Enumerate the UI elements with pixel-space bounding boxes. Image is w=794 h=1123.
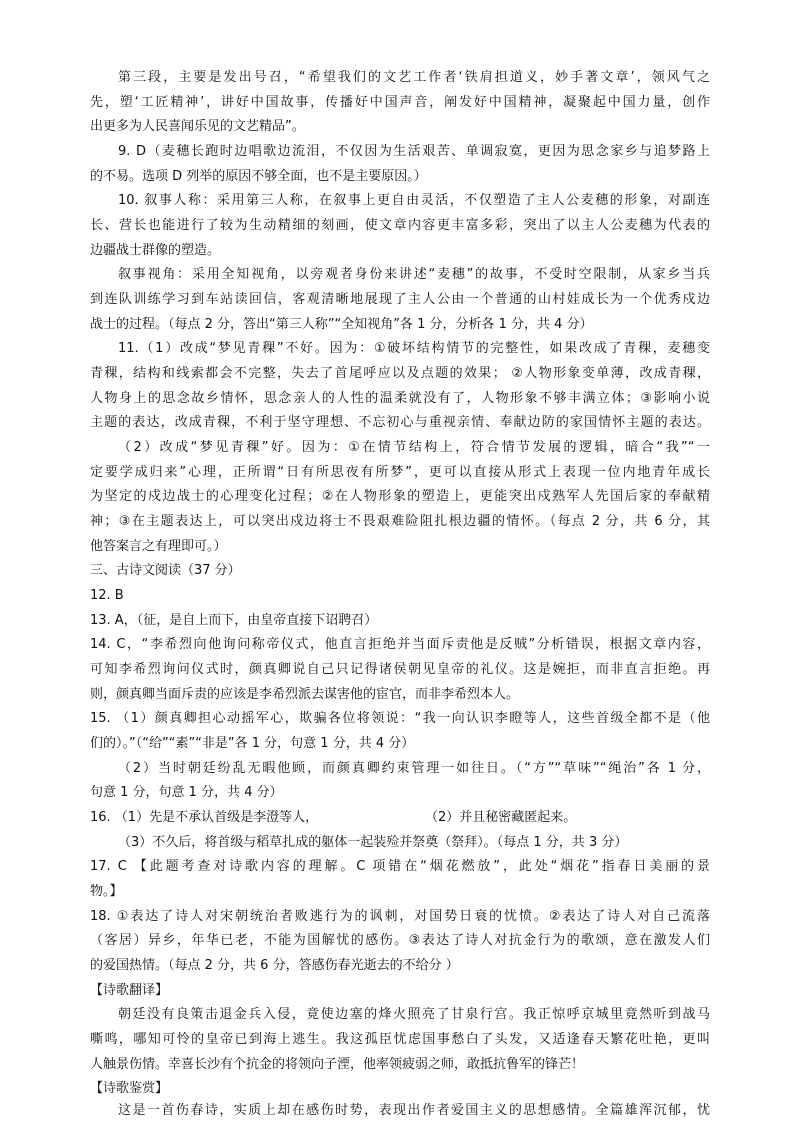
text-line: 他答案言之有理即可。） [90, 539, 227, 554]
text-line: 则，颜真卿当面斥责的应该是李希烈派去谋害他的宦官，而非李希烈本人。 [90, 687, 520, 702]
text-line: （客居）异乡，年华已老，不能为国解忧的感伤。③表达了诗人对抗金行为的歌颂，意在激发人们 [90, 933, 710, 948]
text-line: （3）不久后，将首级与稻草扎成的躯体一起装殓并祭奠（祭拜）。（每点 1 分，共 3 分） [118, 835, 628, 850]
text-line: 们的）。”（“给”“素”“非是”各 1 分，句意 1 分，共 4 分） [90, 736, 415, 751]
text-line: 物。】 [90, 884, 123, 899]
text-line: 的不易。选项 D 列举的原因不够全面，也不是主要原因。） [90, 169, 427, 184]
text-line: 为坚定的戍边战士的心理变化过程；②在人物形象的塑造上，更能突出戍熟军人先国后家的奉献精 [90, 489, 710, 504]
text-line: 可知李希烈询问仪式时，颜真卿说自己只记得诸侯朝见皇帝的礼仪。这是婉拒，而非直言拒绝。再 [90, 662, 710, 677]
text-line: 人触景伤情。幸喜长沙有个抗金的将领向子湮，他率领疲弱之师，敢抵抗鲁军的锋芒！ [90, 1057, 585, 1072]
text-line: （2）并且秘密藏匿起来。 [425, 810, 577, 825]
text-line: 嘶鸣，哪知可怜的皇帝已到海上逃生。我这孤臣忧虑国事愁白了头发，又适逢春天繁花吐艳，更叫 [90, 1032, 710, 1047]
text-line: 15. （1）颜真卿担心动摇军心，欺骗各位将领说：“我一向认识李瞪等人，这些首级全都不是（他 [90, 711, 710, 726]
text-line: 到连队训练学习到车站读回信，客观清晰地展现了主人公由一个普通的山村娃成长为一个优秀戍边 [90, 292, 710, 307]
text-line: 17. C 【此题考查对诗歌内容的理解。C 项错在“烟花燃放”，此处“烟花”指春日美丽的景 [90, 859, 710, 874]
text-line: 边疆战士群像的塑造。 [90, 243, 221, 258]
text-line: 11.（1）改成“梦见青稞”不好。因为：①破坏结构情节的完整性，如果改成了青稞，麦穗变 [118, 341, 710, 356]
text-line: 10. 叙事人称：采用第三人称，在叙事上更自由灵活，不仅塑造了主人公麦穗的形象，对副连 [118, 193, 710, 208]
text-line: 14. C，“李希烈向他询问称帝仪式，他直言拒绝并当面斥责他是反贼”分析错误，根据文章内容， [90, 637, 710, 652]
text-line: 人物身上的思念故乡情怀，思念亲人的人性的温柔就没有了，人物形象不够丰满立体；③影响小说 [90, 391, 710, 406]
text-line: 长、营长也能进行了较为生动精细的刻画，使文章内容更丰富多彩，突出了以主人公麦穗为代表的 [90, 218, 710, 233]
text-line: 出更多为人民喜闻乐见的文艺精品”。 [90, 119, 305, 134]
answer-line: 13. A，（征，是自上而下，由皇帝直接下诏聘召） [90, 613, 378, 628]
text-line: 先，塑‘工匠精神’，讲好中国故事，传播好中国声音，阐发好中国精神，凝聚起中国力量，创作 [90, 95, 710, 110]
answer-line: 12. B [90, 588, 124, 603]
section-heading: 【诗歌翻译】 [90, 983, 169, 998]
text-line: 神；③在主题表达上，可以突出戍边将士不畏艰难险阻扎根边疆的情怀。（每点 2 分，共 6 分，其 [90, 514, 710, 529]
text-line: 主题的表达，改成青稞，不利于坚守理想、不忘初心与重视亲情、奉献边防的家国情怀主题的表达。 [90, 415, 710, 430]
text-line: （2）当时朝廷纷乱无暇他顾，而颜真卿约束管理一如往日。（“方”“草味”“绳治”各 1 分， [118, 761, 710, 776]
text-line: 青稞，结构和线索都会不完整，失去了首尾呼应以及点题的效果； ②人物形象变单薄，改成青稞， [90, 366, 710, 381]
text-line: 第三段，主要是发出号召，“希望我们的文艺工作者‘铁肩担道义，妙手著文章’，领风气之 [118, 70, 710, 85]
text-line: 这是一首伤春诗，实质上却在感伤时势，表现出作者爱国主义的思想感情。全篇雄浑沉郁，忧 [118, 1103, 710, 1118]
text-line: 9. D（麦穗长跑时边唱歌边流泪，不仅因为生活艰苦、单调寂寞，更因为思念家乡与追梦路上 [118, 144, 710, 159]
text-line: 句意 1 分，句意 1 分，共 4 分） [90, 785, 283, 800]
text-line: 的爱国热情。（每点 2 分，共 6 分，答感伤春光逝去的不给分 ） [90, 958, 459, 973]
text-line: 叙事视角：采用全知视角，以旁观者身份来讲述“麦穗”的故事，不受时空限制，从家乡当兵 [118, 267, 710, 282]
text-line: 16. （1）先是不承认首级是李澄等人， [90, 810, 319, 825]
text-line: （2）改成“梦见青稞”好。因为：①在情节结构上，符合情节发展的逻辑，暗合“我”“一 [118, 440, 710, 455]
text-line: 18. ①表达了诗人对宋朝统治者败逃行为的讽刺，对国势日衰的忧愤。②表达了诗人对自己流落 [90, 909, 710, 924]
text-line: 朝廷没有良策击退金兵入侵，竟使边塞的烽火照亮了甘泉行宫。我正惊呼京城里竟然听到战马 [118, 1007, 710, 1022]
section-heading: 三、古诗文阅读（37 分） [90, 563, 241, 578]
section-heading: 【诗歌鉴赏】 [90, 1081, 169, 1096]
text-line: 定要学成归来”心理，正所谓“日有所思夜有所梦”，更可以直接从形式上表现一位内地青年成长 [90, 465, 710, 480]
text-line: 战士的过程。（每点 2 分，答出“第三人称”“全知视角”各 1 分，分析各 1 分，共 4 分） [90, 317, 593, 332]
